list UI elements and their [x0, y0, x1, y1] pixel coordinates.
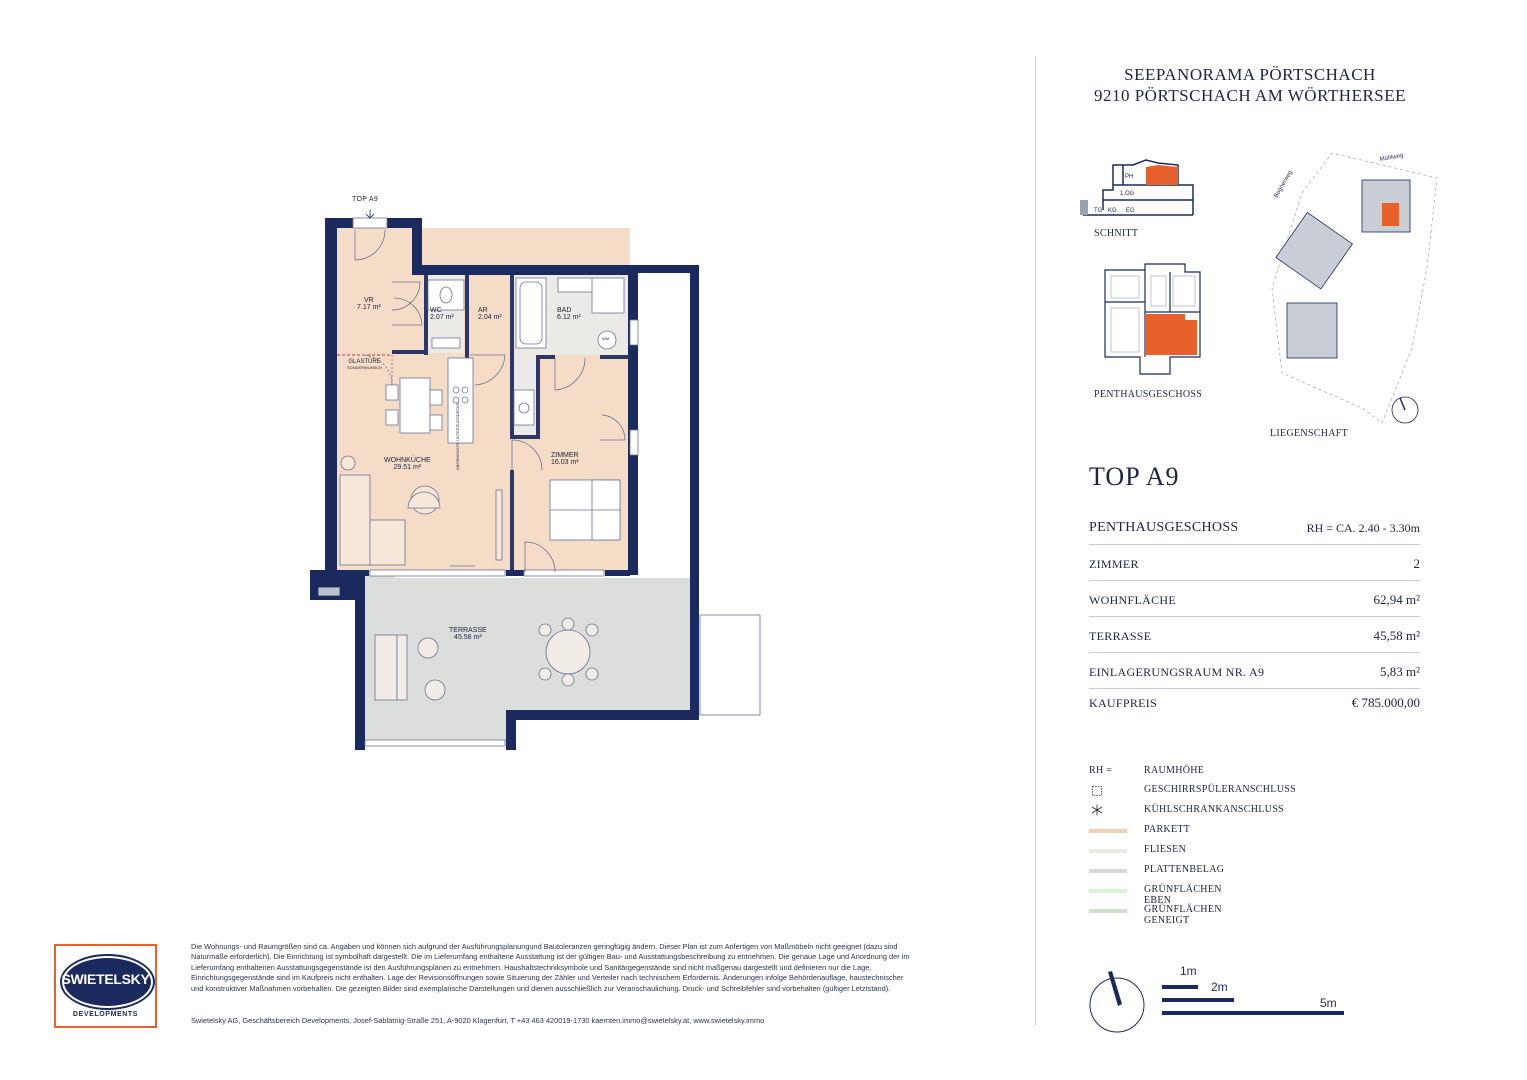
- room-zimmer-name: ZIMMER: [551, 452, 579, 459]
- schnitt-floor-1og: 1.OG: [1120, 191, 1135, 197]
- dishwasher-icon: [1091, 785, 1103, 797]
- room-zimmer: [551, 452, 579, 466]
- project-address: 9210 PÖRTSCHACH AM WÖRTHERSEE: [1093, 86, 1407, 105]
- room-vr-name: VR: [364, 297, 374, 304]
- room-height: RH = CA. 2.40 - 3.30m: [1306, 521, 1420, 535]
- unit-title: TOP A9: [1089, 462, 1180, 491]
- legend-text: FLIESEN: [1144, 844, 1187, 855]
- entrance-label: TOP A9: [352, 196, 379, 203]
- site-plan: [1262, 148, 1447, 433]
- room-bad-name: BAD: [557, 307, 572, 314]
- swietelsky-logo: [54, 944, 157, 1028]
- logo-text: SWIETELSKY: [61, 971, 150, 987]
- schnitt-floor-ph: PH: [1125, 174, 1134, 180]
- spec-row-floor: [1089, 508, 1420, 545]
- floor-plan: [300, 190, 770, 760]
- schnitt-label: SCHNITT: [1094, 228, 1139, 239]
- schnitt-floor-tg: TG: [1094, 208, 1103, 214]
- scale-bar: [1160, 960, 1350, 1020]
- room-vr: [357, 297, 381, 311]
- street-muehlweg: Mühlweg: [1379, 152, 1404, 163]
- penthaus-keyplan: [1085, 262, 1215, 382]
- room-vr-area: 7.17 m²: [357, 304, 381, 311]
- street-bognerweg: Bognerweg: [1273, 169, 1294, 199]
- scale-1m: 1m: [1180, 964, 1197, 978]
- swatch-gruen-geneigt: [1089, 909, 1127, 913]
- wm-label: WM: [602, 336, 610, 341]
- room-zimmer-area: 16.03 m²: [551, 459, 579, 466]
- room-wohnkueche-area: 29.51 m²: [393, 464, 422, 471]
- room-bad: [557, 307, 581, 321]
- spec-value: 5,83 m²: [1379, 664, 1420, 679]
- legend-text: GESCHIRRSPÜLERANSCHLUSS: [1144, 784, 1296, 795]
- spec-value: 62,94 m²: [1373, 592, 1420, 607]
- room-terrasse: [449, 627, 487, 641]
- wall-note-2: UNTERZUGSDECKE: [455, 402, 460, 442]
- legend-text: GRÜNFLÄCHEN EBEN: [1144, 884, 1222, 906]
- legend-text: GRÜNFLÄCHEN GENEIGT: [1144, 904, 1222, 926]
- scale-2m: 2m: [1211, 980, 1228, 994]
- room-wohnkueche-name: WOHNKÜCHE: [384, 457, 431, 464]
- vertical-divider: [1035, 56, 1036, 1026]
- company-address: Swietelsky AG, Geschäftsbereich Developments, Josef-Sablatnig-Straße 251, A-9020 Klagenfurt, T +43 463 420019-1730 kaernten.immo@swietelsky.at, www.swietelsky.immo: [191, 1016, 765, 1025]
- spec-value: 45,58 m²: [1373, 628, 1420, 643]
- spec-label: EINLAGERUNGSRAUM NR. A9: [1089, 665, 1265, 679]
- legend-text: PARKETT: [1144, 824, 1191, 835]
- floor-label: PENTHAUSGESCHOSS: [1089, 520, 1239, 535]
- spec-label: WOHNFLÄCHE: [1089, 593, 1176, 607]
- glastuere-note: [347, 359, 382, 370]
- room-wohnkueche: [384, 457, 431, 471]
- north-arrow-icon: [1088, 968, 1148, 1036]
- logo-subtext: DEVELOPMENTS: [72, 1011, 139, 1018]
- spec-label: KAUFPREIS: [1089, 696, 1158, 710]
- penthaus-label: PENTHAUSGESCHOSS: [1094, 389, 1203, 400]
- legend-text: PLATTENBELAG: [1144, 864, 1225, 875]
- room-terrasse-name: TERRASSE: [449, 627, 487, 634]
- legend-rh-text: RAUMHÖHE: [1144, 765, 1205, 776]
- project-name: SEEPANORAMA PÖRTSCHACH: [1124, 65, 1376, 84]
- spec-row-wohnflaeche: [1089, 580, 1420, 617]
- room-ar-area: 2.04 m²: [478, 314, 502, 321]
- spec-row-terrasse: [1089, 616, 1420, 653]
- room-wc-name: WC: [430, 307, 442, 314]
- liegenschaft-label: LIEGENSCHAFT: [1270, 428, 1349, 439]
- room-ar-name: AR: [478, 307, 488, 314]
- spec-label: ZIMMER: [1089, 557, 1139, 571]
- swatch-gruen-eben: [1089, 889, 1127, 893]
- spec-label: TERRASSE: [1089, 629, 1152, 643]
- sonderwunsch-label: SONDERWUNSCH: [347, 365, 383, 370]
- spec-row-kaufpreis: [1089, 683, 1420, 719]
- schnitt-floor-eg: EG: [1126, 208, 1135, 214]
- spec-row-zimmer: [1089, 544, 1420, 581]
- room-wc-area: 2.07 m²: [430, 314, 454, 321]
- spec-value: € 785.000,00: [1351, 695, 1420, 710]
- spec-value: 2: [1413, 556, 1420, 571]
- room-wc: [430, 307, 454, 321]
- swatch-fliesen: [1089, 849, 1127, 853]
- section-diagram: [1078, 155, 1198, 225]
- legend-rh-symbol: RH =: [1089, 765, 1113, 776]
- snowflake-icon: [1091, 804, 1103, 816]
- wall-note: [455, 402, 460, 470]
- disclaimer-text: Die Wohnungs- und Raumgrößen sind ca. Angaben und können sich aufgrund der Ausführungsplanungund Bautoleranzen geringfügig ändern. Dieser Plan ist zum Anfertigen von Maßmöbeln nicht geeignet (dazu sind Naturmaße erforderlich). Die Einrichtung ist symbolhaft dargestellt. Die im Lieferumfang enthaltene Ausstattung ist der gültigen Bau- und Ausstattungsbeschreibung zu entnehmen. Die genaue Lage und Anordnung der im Lieferumfang enthaltenen Ausstattungsgegenstände ist den Ausführungsplänen zu entnehmen. Haushaltstechniksymbole und Sanitärgegenstände sind nicht maßgenau dargestellt und definieren nur die Lage. Einrichtungsgegenstände sind im Kaufpreis nicht enthalten. Lage der Revisionsöffnungen sowie Situierung der Zähler und Verteiler nach technischem Erfordernis. Änderungen infolge Behördenauflage, haustechnischer und konstruktiver Maßnahmen vorbehalten. Die gezeigten Bilder sind exemplarische Darstellungen und dienen ausschließlich zur Veranschaulichung. Druck- und Schreibfehler sind vorbehalten (gültiger Letztstand).: [191, 942, 910, 993]
- legend-text: KÜHLSCHRANKANSCHLUSS: [1144, 804, 1284, 815]
- wall-note-1: ABGEHÄNGTE: [455, 442, 460, 470]
- swatch-parkett: [1089, 829, 1127, 833]
- scale-5m: 5m: [1320, 996, 1337, 1010]
- swatch-plattenbelag: [1089, 869, 1127, 873]
- room-terrasse-area: 45.58 m²: [454, 634, 482, 641]
- schnitt-floor-kg: KG: [1108, 208, 1117, 214]
- room-bad-area: 6.12 m²: [557, 314, 581, 321]
- glastuere-label: GLASTÜRE: [348, 359, 381, 365]
- room-ar: [478, 307, 502, 321]
